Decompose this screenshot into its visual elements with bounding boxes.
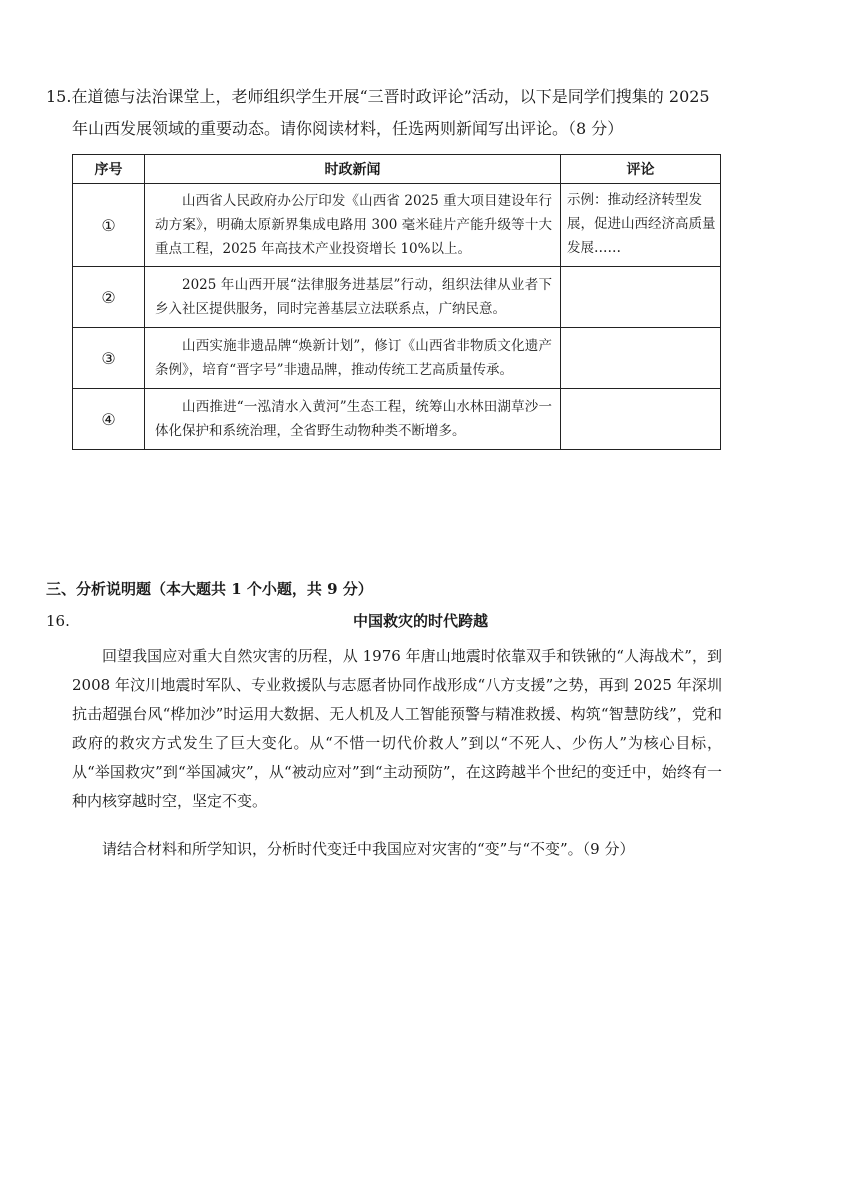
table-row — [73, 267, 721, 328]
comment-cell[interactable] — [561, 267, 721, 328]
row-number: ① — [73, 184, 145, 267]
section-3-title: 三、分析说明题（本大题共 1 个小题，共 9 分） — [46, 580, 373, 598]
question-16-title: 中国救灾的时代跨越 — [352, 612, 488, 630]
question-16-prompt: 请结合材料和所学知识，分析时代变迁中我国应对灾害的“变”与“不变”。（9 分） — [102, 840, 635, 858]
table-row — [73, 328, 721, 389]
comment-cell: 示例：推动经济转型发展，促进山西经济高质量发展…… — [561, 184, 721, 267]
question-15-stem-line2: 年山西发展领域的重要动态。请你阅读材料，任选两则新闻写出评论。（8 分） — [72, 119, 624, 138]
row-number: ④ — [73, 389, 145, 450]
table-row — [73, 184, 721, 267]
news-text: 山西省人民政府办公厅印发《山西省 2025 重大项目建设年行动方案》，明确太原新界集成电路用 300 毫米硅片产能升级等十大重点工程，2025 年高技术产业投资增长 10%以上。 — [145, 184, 561, 267]
comment-cell[interactable] — [561, 328, 721, 389]
question-15-stem-line1: 15.在道德与法治课堂上，老师组织学生开展“三晋时政评论”活动，以下是同学们搜集的 2025 — [46, 87, 710, 106]
news-text: 山西推进“一泓清水入黄河”生态工程，统筹山水林田湖草沙一体化保护和系统治理，全省野生动物种类不断增多。 — [145, 389, 561, 450]
row-number: ② — [73, 267, 145, 328]
header-number: 序号 — [73, 155, 145, 184]
comment-cell[interactable] — [561, 389, 721, 450]
news-text: 2025 年山西开展“法律服务进基层”行动，组织法律从业者下乡入社区提供服务，同时完善基层立法联系点，广纳民意。 — [145, 267, 561, 328]
header-news: 时政新闻 — [145, 155, 561, 184]
table-header-row — [73, 155, 721, 184]
header-comment: 评论 — [561, 155, 721, 184]
table-row — [73, 389, 721, 450]
news-comment-table — [72, 154, 721, 450]
news-text: 山西实施非遗品牌“焕新计划”，修订《山西省非物质文化遗产条例》，培育“晋字号”非遗品牌，推动传统工艺高质量传承。 — [145, 328, 561, 389]
row-number: ③ — [73, 328, 145, 389]
question-16-material: 回望我国应对重大自然灾害的历程，从 1976 年唐山地震时依靠双手和铁锹的“人海战术”，到 2008 年汶川地震时军队、专业救援队与志愿者协同作战形成“八方支援”之势，再到 2025 年深圳抗击超强台风“桦加沙”时运用大数据、无人机及人工智能预警与精准救援、构筑“智慧防线”，党和政府的救灾方式发生了巨大变化。从“不惜一切代价救人”到以“不死人、少伤人”为核心目标，从“举国救灾”到“举国减灾”，从“被动应对”到“主动预防”，在这跨越半个世纪的变迁中，始终有一种内核穿越时空，坚定不变。 — [72, 647, 722, 810]
question-16-number: 16. — [46, 612, 70, 630]
